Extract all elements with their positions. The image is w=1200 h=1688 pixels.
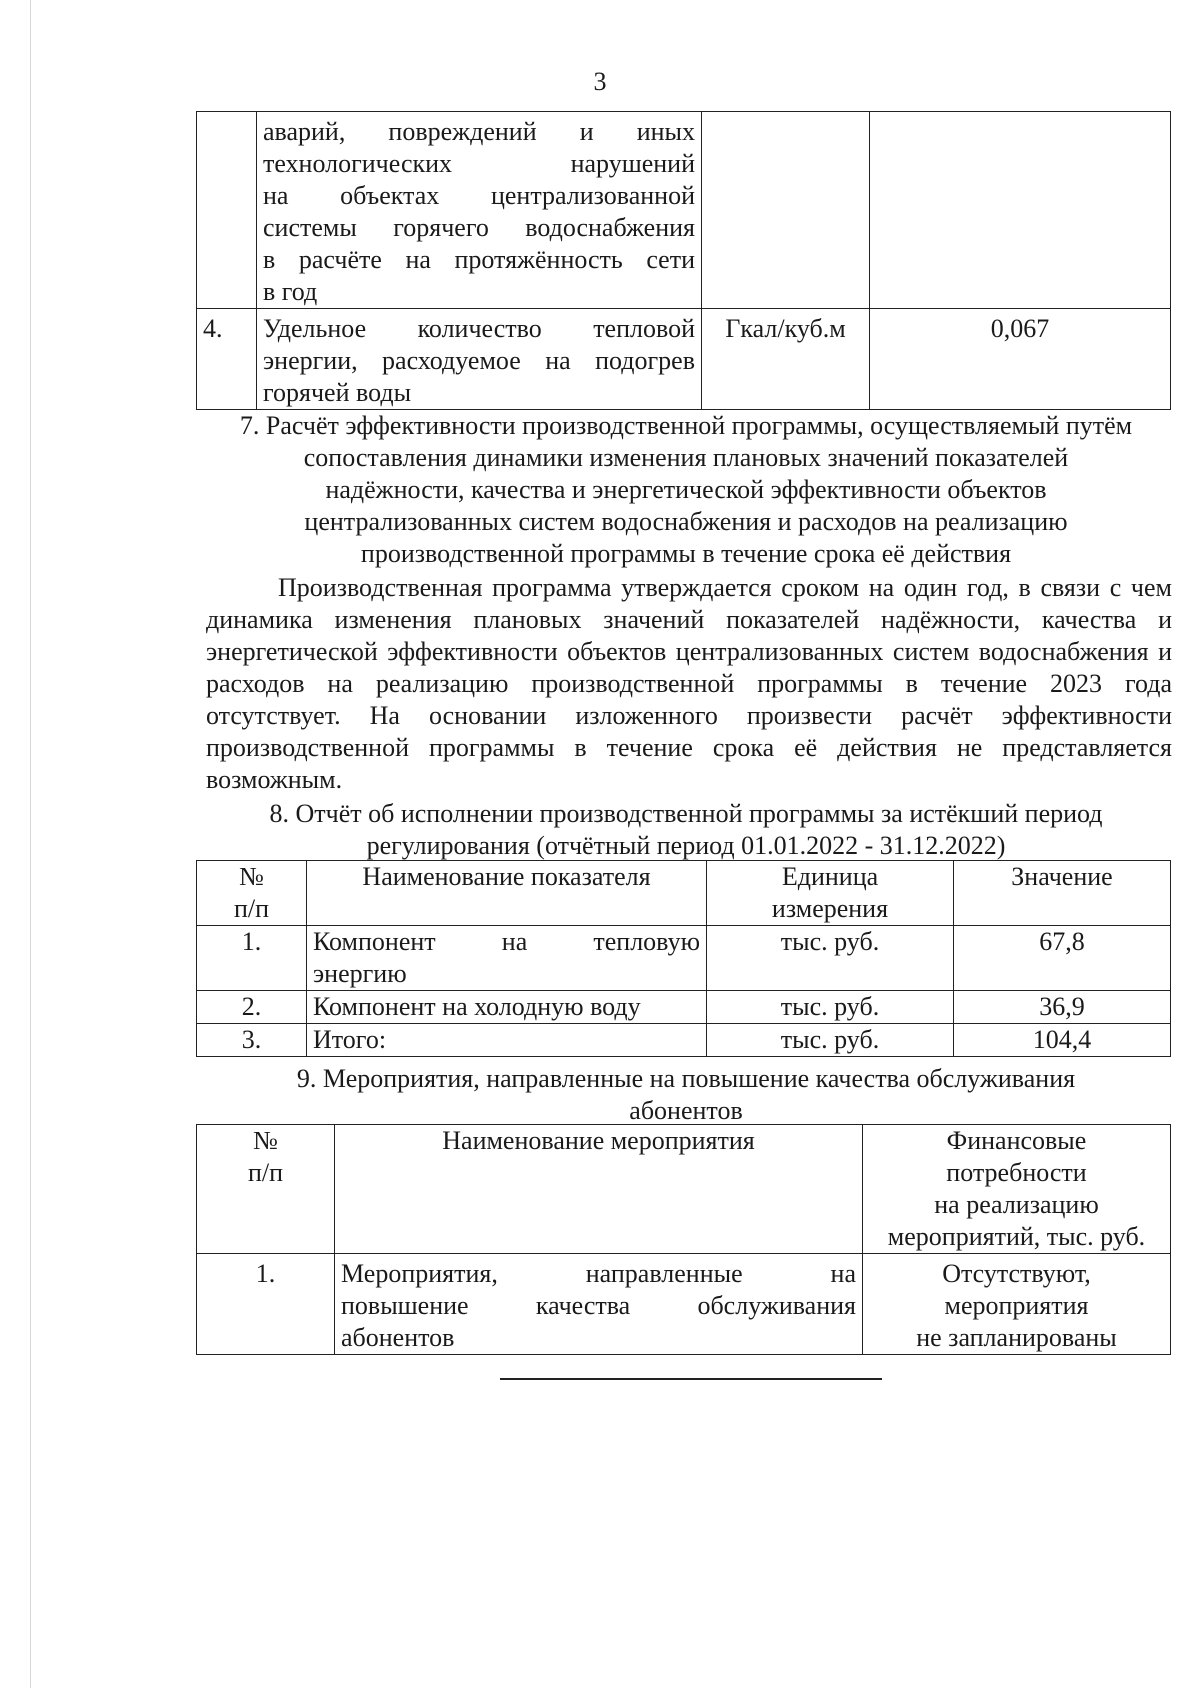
scan-margin-line — [30, 0, 31, 1688]
text-line: горячей воды — [263, 378, 412, 407]
text-line: в расчёте на протяжённость сети — [263, 245, 695, 274]
table-row — [197, 991, 1171, 1024]
table-header-row — [197, 1125, 1171, 1254]
table-row — [197, 926, 1171, 991]
unit-cell: тыс. руб. — [707, 926, 954, 991]
column-header-measure: Наименование мероприятия — [335, 1125, 863, 1254]
text-line: не запланированы — [916, 1323, 1117, 1352]
value-cell — [870, 112, 1171, 309]
heading-line: централизованных систем водоснабжения и расходов на реализацию — [304, 507, 1068, 536]
text-line: Компонент на тепловую — [313, 927, 700, 956]
unit-cell: тыс. руб. — [707, 1024, 954, 1057]
value-cell: 36,9 — [954, 991, 1171, 1024]
page-number: 3 — [593, 67, 607, 96]
program-report-table — [196, 860, 1171, 1057]
indicator-name: Компонент на холодную воду — [307, 991, 707, 1024]
heading-line: абонентов — [629, 1096, 743, 1125]
column-header-number — [197, 1125, 335, 1254]
table-header-row — [197, 861, 1171, 926]
service-measures-table — [196, 1124, 1171, 1355]
text-line: повышение качества обслуживания — [341, 1291, 856, 1320]
row-number: 1. — [197, 926, 307, 991]
column-header-unit — [707, 861, 954, 926]
text-line: Отсутствуют, — [942, 1259, 1091, 1288]
value-cell: 67,8 — [954, 926, 1171, 991]
table-row — [197, 112, 1171, 309]
header-line: № — [253, 1126, 278, 1155]
heading-line: 9. Мероприятия, направленные на повышение качества обслуживания — [296, 1064, 1076, 1093]
section-7-paragraph: Производственная программа утверждается сроком на один год, в связи с чем динамика изменения плановых значений показателей надёжности, качества и энергетической эффективности объектов централизованных систем водоснабжения и расходов на реализацию производственной программы в течение 2023 года отсутствует. На основании изложенного произвести расчёт эффективности производственной программы в течение срока её действия не представляется возможным. — [206, 573, 1172, 794]
column-header-name: Наименование показателя — [307, 861, 707, 926]
header-line: на реализацию — [934, 1190, 1099, 1219]
header-line: Финансовые — [946, 1126, 1087, 1155]
section-7-heading — [196, 410, 1176, 570]
header-line: потребности — [946, 1158, 1087, 1187]
heading-line: регулирования (отчётный период 01.01.2022 - 31.12.2022) — [366, 831, 1006, 860]
value-cell: 104,4 — [954, 1024, 1171, 1057]
column-header-finance — [863, 1125, 1171, 1254]
text-line: абонентов — [341, 1323, 455, 1352]
section-8-heading — [196, 798, 1176, 862]
text-line: системы горячего водоснабжения — [263, 213, 695, 242]
measure-name — [335, 1254, 863, 1355]
header-line: мероприятий, тыс. руб. — [887, 1222, 1146, 1251]
indicator-name — [257, 112, 702, 309]
column-header-number — [197, 861, 307, 926]
heading-line: надёжности, качества и энергетической эффективности объектов — [325, 475, 1047, 504]
indicator-name — [257, 309, 702, 410]
indicator-name — [307, 926, 707, 991]
heading-line: сопоставления динамики изменения плановых значений показателей — [303, 443, 1069, 472]
unit-cell — [702, 112, 870, 309]
column-header-value: Значение — [954, 861, 1171, 926]
heading-line: 8. Отчёт об исполнении производственной программы за истёкший период — [269, 799, 1103, 828]
unit-cell: Гкал/куб.м — [702, 309, 870, 410]
indicator-name: Итого: — [307, 1024, 707, 1057]
header-line: п/п — [233, 894, 270, 923]
value-cell: 0,067 — [870, 309, 1171, 410]
row-number: 4. — [197, 309, 257, 410]
unit-cell: тыс. руб. — [707, 991, 954, 1024]
closing-separator-line — [500, 1378, 882, 1380]
text-line: Мероприятия, направленные на — [341, 1259, 856, 1288]
heading-line: 7. Расчёт эффективности производственной программы, осуществляемый путём — [239, 411, 1133, 440]
text-line: мероприятия — [944, 1291, 1089, 1320]
finance-cell — [863, 1254, 1171, 1355]
row-number: 3. — [197, 1024, 307, 1057]
heading-line: производственной программы в течение срока её действия — [360, 539, 1012, 568]
row-number: 2. — [197, 991, 307, 1024]
table-row — [197, 1254, 1171, 1355]
header-line: измерения — [771, 894, 889, 923]
text-line: технологических нарушений — [263, 149, 695, 178]
text-line: в год — [263, 277, 318, 306]
text-line: Удельное количество тепловой — [263, 314, 695, 343]
text-line: аварий, повреждений и иных — [263, 117, 695, 146]
table-row — [197, 1024, 1171, 1057]
table-row — [197, 309, 1171, 410]
section-9-heading — [196, 1063, 1176, 1127]
row-number — [197, 112, 257, 309]
header-line: п/п — [247, 1158, 284, 1187]
header-line: Единица — [781, 862, 879, 891]
header-line: № — [239, 862, 264, 891]
indicators-table-continued — [196, 111, 1171, 410]
row-number: 1. — [197, 1254, 335, 1355]
text-line: энергии, расходуемое на подогрев — [263, 346, 695, 375]
text-line: на объектах централизованной — [263, 181, 695, 210]
text-line: энергию — [313, 959, 407, 988]
